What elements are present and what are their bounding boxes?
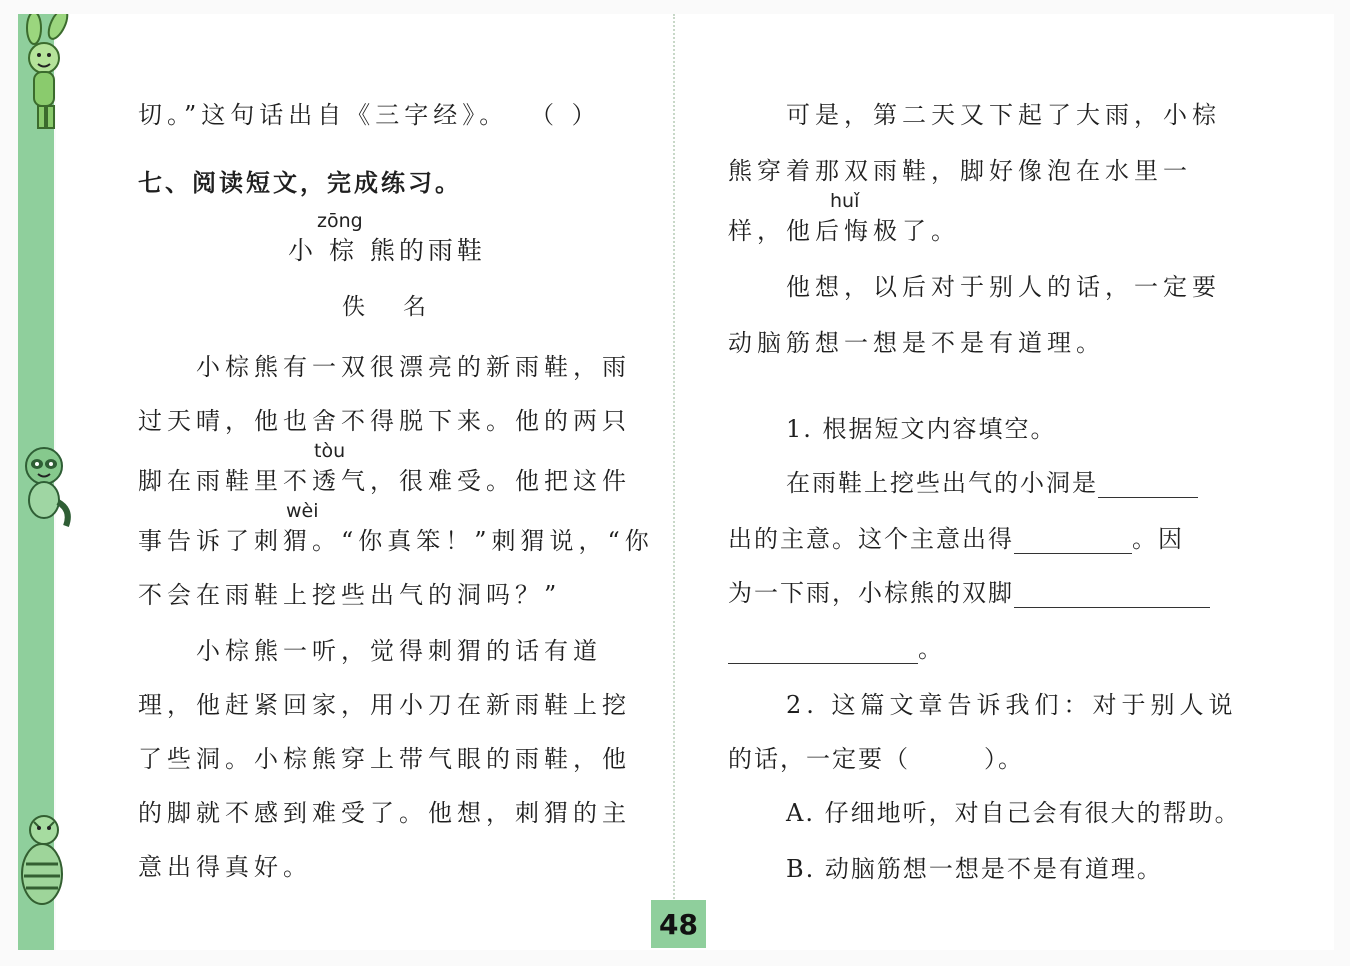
- paragraph-line: 事告诉了刺猬。“你真笨！”刺猬说，“你: [138, 527, 654, 555]
- paragraph-line: 的脚就不感到难受了。他想，刺猬的主: [138, 799, 631, 827]
- paragraph-line: 了些洞。小棕熊穿上带气眼的雨鞋，他: [138, 745, 631, 773]
- pinyin-hui: huǐ: [830, 190, 860, 212]
- story-author: 佚名: [342, 294, 464, 320]
- page-number: 48: [659, 907, 698, 941]
- answer-blank[interactable]: [728, 639, 918, 664]
- option-b[interactable]: B. 动脑筋想一想是不是有道理。: [786, 855, 1163, 883]
- answer-blank[interactable]: [1098, 473, 1198, 498]
- rabbit-icon: [14, 14, 80, 134]
- question-1: 1. 根据短文内容填空。: [786, 415, 1057, 443]
- answer-paren[interactable]: （ ）: [530, 101, 601, 129]
- story-title: 小 棕 熊的雨鞋: [288, 236, 486, 265]
- paragraph-line: 样，他后悔极了。: [728, 217, 960, 245]
- paragraph-line: 过天晴，他也舍不得脱下来。他的两只: [138, 407, 631, 435]
- option-a[interactable]: A. 仔细地听，对自己会有很大的帮助。: [786, 799, 1241, 827]
- fill-in-sentence-end: 切。”这句话出自《三字经》。: [138, 101, 509, 129]
- q1-text: 为一下雨，小棕熊的双脚: [728, 579, 1014, 607]
- page-gutter: [673, 14, 675, 914]
- q2-text: ）。: [984, 745, 1024, 773]
- q2-line-2: [728, 744, 1024, 774]
- paragraph-line: 小棕熊有一双很漂亮的新雨鞋，雨: [196, 353, 631, 381]
- pinyin-tou: tòu: [314, 440, 346, 462]
- q1-line-4: [728, 634, 944, 664]
- paragraph-line: 脚在雨鞋里不透气，很难受。他把这件: [138, 467, 631, 495]
- q2-text: 的话，一定要（: [728, 745, 910, 773]
- paragraph-line: 意出得真好。: [138, 853, 312, 881]
- q1-text: 在雨鞋上挖些出气的小洞是: [786, 469, 1098, 497]
- pinyin-wei: wèi: [286, 500, 319, 522]
- pinyin-zong: zōng: [317, 210, 363, 232]
- paragraph-line: 可是，第二天又下起了大雨，小棕: [786, 101, 1221, 129]
- answer-blank[interactable]: [1014, 529, 1132, 554]
- paragraph-line: 熊穿着那双雨鞋，脚好像泡在水里一: [728, 157, 1192, 185]
- page-number-badge: [651, 900, 706, 948]
- q1-text: 。因: [1132, 525, 1184, 553]
- tiger-icon: [12, 808, 74, 918]
- section-heading: 七、阅读短文，完成练习。: [138, 169, 462, 197]
- q1-text: 出的主意。这个主意出得: [728, 525, 1014, 553]
- paragraph-line: 他想，以后对于别人的话，一定要: [786, 273, 1221, 301]
- paragraph-line: 小棕熊一听，觉得刺猬的话有道: [196, 637, 602, 665]
- q1-line-2: [728, 524, 1184, 554]
- q1-line-3: [728, 578, 1210, 608]
- paragraph-line: 理，他赶紧回家，用小刀在新雨鞋上挖: [138, 691, 631, 719]
- paragraph-line: 不会在雨鞋上挖些出气的洞吗？”: [138, 581, 562, 609]
- q1-line-1: [786, 468, 1198, 498]
- raccoon-icon: [14, 440, 76, 530]
- paragraph-line: 动脑筋想一想是不是有道理。: [728, 329, 1105, 357]
- answer-blank[interactable]: [1014, 583, 1210, 608]
- q1-text: 。: [918, 635, 944, 663]
- question-2: 2. 这篇文章告诉我们：对于别人说: [786, 691, 1238, 719]
